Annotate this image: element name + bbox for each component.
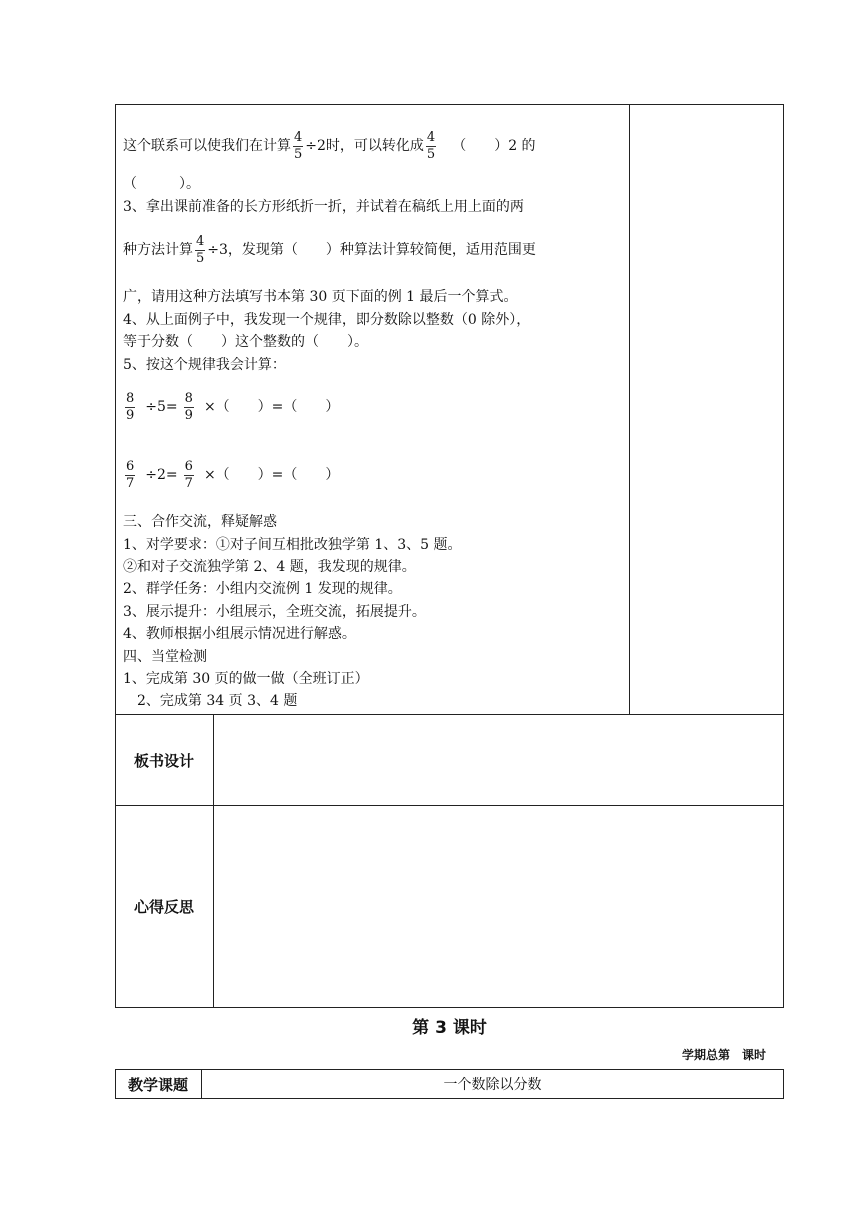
reflection-row [115,805,784,1008]
topic-label: 教学课题 [127,1075,188,1094]
fraction-four-fifths: $\frac{4}{5}$ [196,233,205,266]
equation-1: $\frac{8}{9}$ ÷5= $\frac{8}{9}$ ×（ ）=（ ） [126,390,340,423]
fraction-four-fifths: $\frac{4}{5}$ [426,129,436,162]
text-line: 2、群学任务：小组内交流例 1 发现的规律。 [123,581,402,597]
text-line-2: （ ）。 [123,176,200,192]
reflection-divider [213,805,214,1008]
reflection-label: 心得反思 [133,898,194,916]
fraction-eight-ninths: $\frac{8}{9}$ [184,390,193,423]
upper-column-divider [629,104,630,715]
text-line: 2、完成第 34 页 3、4 题 [123,693,298,709]
board-design-divider [213,714,214,806]
fraction-six-sevenths: $\frac{6}{7}$ [126,458,135,491]
section-title-test: 四、当堂检测 [123,649,207,665]
term-total-lessons: 学期总第 课时 [681,1048,766,1062]
text-line: ②和对子交流独学第 2、4 题，我发现的规律。 [123,559,416,575]
lesson-title: 第 3 课时 [412,1017,487,1038]
board-design-row [115,714,784,806]
fraction-eight-ninths: $\frac{8}{9}$ [126,390,135,423]
text-line: 4、教师根据小组展示情况进行解惑。 [123,626,356,642]
text-line-4: 种方法计算 $\frac{4}{5}$ ÷3，发现第（ ）种算法计算较简便，适用范围更 [123,233,536,266]
board-design-label: 板书设计 [133,751,194,770]
text-line-7: 等于分数（ ）这个整数的（ ）。 [123,334,368,350]
text-line-3: 3、拿出课前准备的长方形纸折一折，并试着在稿纸上用上面的两 [123,199,524,215]
text-line-5: 广，请用这种方法填写书本第 30 页下面的例 1 最后一个算式。 [123,289,518,305]
fraction-six-sevenths: $\frac{6}{7}$ [184,458,193,491]
section-title-cooperation: 三、合作交流，释疑解惑 [123,514,277,530]
text-line-8: 5、按这个规律我会计算： [123,357,286,373]
topic-value: 一个数除以分数 [443,1077,542,1093]
text-line-1: 这个联系可以使我们在计算 $\frac{4}{5}$ ÷2时，可以转化成 $\frac{4}{5}$ （ ）2 的 [123,129,536,162]
text-line: 1、对学要求：①对子间互相批改独学第 1、3、5 题。 [123,537,462,553]
equation-2: $\frac{6}{7}$ ÷2= $\frac{6}{7}$ ×（ ）=（ ） [126,458,340,491]
fraction-four-fifths: $\frac{4}{5}$ [294,129,303,162]
text-line: 3、展示提升：小组展示，全班交流，拓展提升。 [123,604,426,620]
text-line: 1、完成第 30 页的做一做（全班订正） [123,671,369,687]
text-line-6: 4、从上面例子中，我发现一个规律，即分数除以整数（0 除外）， [123,312,531,328]
